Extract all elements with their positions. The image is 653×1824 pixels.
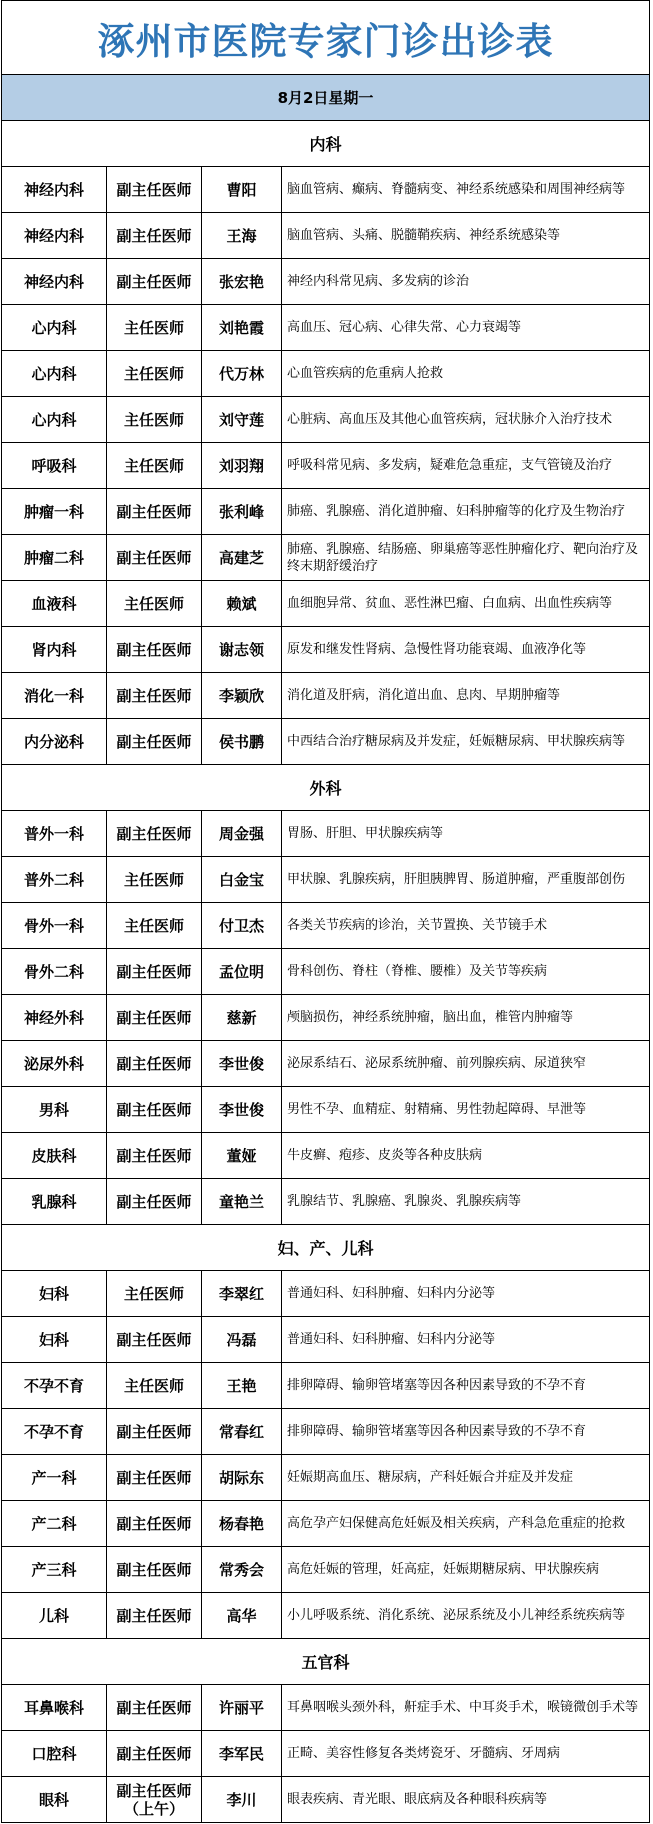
table-row bbox=[2, 1041, 649, 1087]
table-row bbox=[2, 811, 649, 857]
doctor-name-cell: 侯书鹏 bbox=[202, 719, 282, 764]
section-header: 五官科 bbox=[2, 1639, 649, 1685]
specialty-cell: 中西结合治疗糖尿病及并发症，妊娠糖尿病、甲状腺疾病等 bbox=[287, 734, 626, 749]
department-cell: 儿科 bbox=[2, 1593, 107, 1638]
specialty-cell: 原发和继发性肾病、急慢性肾功能衰竭、血液净化等 bbox=[287, 642, 587, 657]
department-cell: 口腔科 bbox=[2, 1731, 107, 1776]
table-row bbox=[2, 1547, 649, 1593]
doctor-title-cell: 副主任医师 bbox=[107, 1685, 202, 1730]
department-cell: 妇科 bbox=[2, 1271, 107, 1316]
doctor-name-cell: 李颖欣 bbox=[202, 673, 282, 718]
doctor-name-cell: 张宏艳 bbox=[202, 259, 282, 304]
doctor-title-cell: 副主任医师 bbox=[107, 719, 202, 764]
doctor-title-cell: 主任医师 bbox=[107, 1271, 202, 1316]
specialty-cell: 男性不孕、血精症、射精痛、男性勃起障碍、早泄等 bbox=[287, 1102, 587, 1117]
doctor-title-cell: 副主任医师 bbox=[107, 1317, 202, 1362]
doctor-title-cell: 副主任医师 bbox=[107, 1409, 202, 1454]
specialty-cell: 肺癌、乳腺癌、消化道肿瘤、妇科肿瘤等的化疗及生物治疗 bbox=[287, 504, 626, 519]
table-row bbox=[2, 673, 649, 719]
doctor-title-cell bbox=[107, 1777, 202, 1822]
session-note: （上午） bbox=[123, 1799, 184, 1818]
specialty-cell: 妊娠期高血压、糖尿病，产科妊娠合并症及并发症 bbox=[287, 1470, 574, 1485]
section-header: 内科 bbox=[2, 121, 649, 167]
specialty-cell: 耳鼻咽喉头颈外科，鼾症手术、中耳炎手术，喉镜微创手术等 bbox=[287, 1700, 639, 1715]
doctor-title-cell: 副主任医师 bbox=[107, 535, 202, 580]
doctor-name-cell: 高建芝 bbox=[202, 535, 282, 580]
department-cell: 心内科 bbox=[2, 351, 107, 396]
table-row bbox=[2, 1363, 649, 1409]
section-header: 外科 bbox=[2, 765, 649, 811]
doctor-name-cell: 高华 bbox=[202, 1593, 282, 1638]
doctor-title-cell: 主任医师 bbox=[107, 903, 202, 948]
doctor-name-cell: 李军民 bbox=[202, 1731, 282, 1776]
table-row bbox=[2, 535, 649, 581]
doctor-title-cell: 副主任医师 bbox=[107, 1455, 202, 1500]
doctor-title-cell: 副主任医师 bbox=[107, 1179, 202, 1224]
department-cell: 神经外科 bbox=[2, 995, 107, 1040]
specialty-cell: 高血压、冠心病、心律失常、心力衰竭等 bbox=[287, 320, 522, 335]
table-row bbox=[2, 949, 649, 995]
specialty-cell: 神经内科常见病、多发病的诊治 bbox=[287, 274, 470, 289]
department-cell: 神经内科 bbox=[2, 259, 107, 304]
department-cell: 消化一科 bbox=[2, 673, 107, 718]
doctor-name-cell: 刘艳霞 bbox=[202, 305, 282, 350]
specialty-cell: 泌尿系结石、泌尿系统肿瘤、前列腺疾病、尿道狭窄 bbox=[287, 1056, 587, 1071]
department-cell: 皮肤科 bbox=[2, 1133, 107, 1178]
specialty-cell: 排卵障碍、输卵管堵塞等因各种因素导致的不孕不育 bbox=[287, 1424, 587, 1439]
specialty-cell: 普通妇科、妇科肿瘤、妇科内分泌等 bbox=[287, 1286, 496, 1301]
table-row bbox=[2, 213, 649, 259]
doctor-name-cell: 赖斌 bbox=[202, 581, 282, 626]
specialty-cell: 正畸、美容性修复各类烤瓷牙、牙髓病、牙周病 bbox=[287, 1746, 561, 1761]
department-cell: 产二科 bbox=[2, 1501, 107, 1546]
table-row bbox=[2, 489, 649, 535]
table-row bbox=[2, 167, 649, 213]
table-row bbox=[2, 1317, 649, 1363]
department-cell: 普外一科 bbox=[2, 811, 107, 856]
table-row bbox=[2, 1593, 649, 1639]
table-row bbox=[2, 351, 649, 397]
doctor-title-cell: 副主任医师 bbox=[107, 811, 202, 856]
doctor-title-cell: 副主任医师 bbox=[107, 1133, 202, 1178]
table-row bbox=[2, 903, 649, 949]
doctor-name-cell: 王艳 bbox=[202, 1363, 282, 1408]
doctor-name-cell: 常秀会 bbox=[202, 1547, 282, 1592]
doctor-title-cell: 副主任医师 bbox=[107, 1087, 202, 1132]
specialty-cell: 脑血管病、头痛、脱髓鞘疾病、神经系统感染等 bbox=[287, 228, 561, 243]
department-cell: 不孕不育 bbox=[2, 1409, 107, 1454]
department-cell: 妇科 bbox=[2, 1317, 107, 1362]
specialty-cell: 心血管疾病的危重病人抢救 bbox=[287, 366, 444, 381]
table-row bbox=[2, 857, 649, 903]
department-cell: 肿瘤二科 bbox=[2, 535, 107, 580]
department-cell: 男科 bbox=[2, 1087, 107, 1132]
specialty-cell: 颅脑损伤，神经系统肿瘤，脑出血，椎管内肿瘤等 bbox=[287, 1010, 574, 1025]
specialty-cell: 骨科创伤、脊柱（脊椎、腰椎）及关节等疾病 bbox=[287, 964, 548, 979]
doctor-name-cell: 胡际东 bbox=[202, 1455, 282, 1500]
department-cell: 普外二科 bbox=[2, 857, 107, 902]
specialty-cell: 呼吸科常见病、多发病，疑难危急重症，支气管镜及治疗 bbox=[287, 458, 613, 473]
department-cell: 神经内科 bbox=[2, 167, 107, 212]
doctor-name-cell: 董娅 bbox=[202, 1133, 282, 1178]
doctor-name-cell: 孟位明 bbox=[202, 949, 282, 994]
doctor-title-cell: 副主任医师 bbox=[107, 1547, 202, 1592]
doctor-name-cell: 代万林 bbox=[202, 351, 282, 396]
doctor-name-cell: 周金强 bbox=[202, 811, 282, 856]
table-row bbox=[2, 1731, 649, 1777]
table-row bbox=[2, 719, 649, 765]
department-cell: 心内科 bbox=[2, 397, 107, 442]
doctor-title-cell: 主任医师 bbox=[107, 305, 202, 350]
doctor-title-cell: 副主任医师 bbox=[107, 1593, 202, 1638]
page-title: 涿州市医院专家门诊出诊表 bbox=[2, 1, 649, 75]
doctor-name-cell: 李翠红 bbox=[202, 1271, 282, 1316]
doctor-title-cell: 主任医师 bbox=[107, 857, 202, 902]
department-cell: 内分泌科 bbox=[2, 719, 107, 764]
table-row bbox=[2, 1777, 649, 1823]
department-cell: 肾内科 bbox=[2, 627, 107, 672]
table-row bbox=[2, 1409, 649, 1455]
table-row bbox=[2, 443, 649, 489]
doctor-name-cell: 李川 bbox=[202, 1777, 282, 1822]
section-header: 妇、产、儿科 bbox=[2, 1225, 649, 1271]
doctor-name-cell: 张利峰 bbox=[202, 489, 282, 534]
department-cell: 骨外一科 bbox=[2, 903, 107, 948]
doctor-title-cell: 主任医师 bbox=[107, 443, 202, 488]
doctor-name-cell: 常春红 bbox=[202, 1409, 282, 1454]
specialty-cell: 高危孕产妇保健高危妊娠及相关疾病，产科急危重症的抢救 bbox=[287, 1516, 626, 1531]
specialty-cell: 排卵障碍、输卵管堵塞等因各种因素导致的不孕不育 bbox=[287, 1378, 587, 1393]
specialty-cell: 高危妊娠的管理，妊高症，妊娠期糖尿病、甲状腺疾病 bbox=[287, 1562, 600, 1577]
doctor-title-cell: 副主任医师 bbox=[107, 1501, 202, 1546]
table-row bbox=[2, 259, 649, 305]
specialty-cell: 乳腺结节、乳腺癌、乳腺炎、乳腺疾病等 bbox=[287, 1194, 522, 1209]
table-row bbox=[2, 995, 649, 1041]
doctor-name-cell: 冯磊 bbox=[202, 1317, 282, 1362]
department-cell: 泌尿外科 bbox=[2, 1041, 107, 1086]
department-cell: 血液科 bbox=[2, 581, 107, 626]
specialty-cell: 消化道及肝病，消化道出血、息肉、早期肿瘤等 bbox=[287, 688, 561, 703]
doctor-name-cell: 童艳兰 bbox=[202, 1179, 282, 1224]
doctor-title-cell: 副主任医师 bbox=[107, 995, 202, 1040]
department-cell: 不孕不育 bbox=[2, 1363, 107, 1408]
table-row bbox=[2, 397, 649, 443]
table-row bbox=[2, 1179, 649, 1225]
table-row bbox=[2, 1501, 649, 1547]
doctor-name-cell: 李世俊 bbox=[202, 1087, 282, 1132]
doctor-name-cell: 刘羽翔 bbox=[202, 443, 282, 488]
table-row bbox=[2, 1087, 649, 1133]
specialty-cell: 小儿呼吸系统、消化系统、泌尿系统及小儿神经系统疾病等 bbox=[287, 1608, 626, 1623]
specialty-cell: 心脏病、高血压及其他心血管疾病，冠状脉介入治疗技术 bbox=[287, 412, 613, 427]
department-cell: 呼吸科 bbox=[2, 443, 107, 488]
table-row bbox=[2, 627, 649, 673]
table-row bbox=[2, 1133, 649, 1179]
table-row bbox=[2, 1455, 649, 1501]
doctor-name-cell: 慈新 bbox=[202, 995, 282, 1040]
doctor-title-text: 副主任医师 bbox=[116, 1781, 192, 1800]
doctor-name-cell: 谢志领 bbox=[202, 627, 282, 672]
department-cell: 心内科 bbox=[2, 305, 107, 350]
doctor-title-cell: 副主任医师 bbox=[107, 1731, 202, 1776]
schedule-sheet bbox=[1, 0, 650, 1823]
table-row bbox=[2, 305, 649, 351]
doctor-name-cell: 王海 bbox=[202, 213, 282, 258]
doctor-name-cell: 李世俊 bbox=[202, 1041, 282, 1086]
department-cell: 眼科 bbox=[2, 1777, 107, 1822]
doctor-name-cell: 许丽平 bbox=[202, 1685, 282, 1730]
doctor-title-cell: 主任医师 bbox=[107, 581, 202, 626]
table-row bbox=[2, 581, 649, 627]
department-cell: 骨外二科 bbox=[2, 949, 107, 994]
department-cell: 产一科 bbox=[2, 1455, 107, 1500]
doctor-title-cell: 主任医师 bbox=[107, 397, 202, 442]
doctor-name-cell: 杨春艳 bbox=[202, 1501, 282, 1546]
department-cell: 肿瘤一科 bbox=[2, 489, 107, 534]
doctor-title-cell: 副主任医师 bbox=[107, 949, 202, 994]
department-cell: 神经内科 bbox=[2, 213, 107, 258]
department-cell: 产三科 bbox=[2, 1547, 107, 1592]
doctor-title-cell: 副主任医师 bbox=[107, 213, 202, 258]
doctor-name-cell: 刘守莲 bbox=[202, 397, 282, 442]
specialty-cell: 血细胞异常、贫血、恶性淋巴瘤、白血病、出血性疾病等 bbox=[287, 596, 613, 611]
table-row bbox=[2, 1685, 649, 1731]
specialty-cell: 普通妇科、妇科肿瘤、妇科内分泌等 bbox=[287, 1332, 496, 1347]
department-cell: 耳鼻喉科 bbox=[2, 1685, 107, 1730]
specialty-cell: 甲状腺、乳腺疾病，肝胆胰脾胃、肠道肿瘤，严重腹部创伤 bbox=[287, 872, 626, 887]
specialty-cell: 肺癌、乳腺癌、结肠癌、卵巢癌等恶性肿瘤化疗、靶向治疗及终末期舒缓治疗 bbox=[287, 541, 639, 574]
doctor-title-cell: 副主任医师 bbox=[107, 673, 202, 718]
doctor-name-cell: 白金宝 bbox=[202, 857, 282, 902]
table-row bbox=[2, 1271, 649, 1317]
doctor-title-cell: 副主任医师 bbox=[107, 167, 202, 212]
doctor-title-cell: 副主任医师 bbox=[107, 1041, 202, 1086]
date-header: 8月2日星期一 bbox=[2, 75, 649, 121]
doctor-title-cell: 主任医师 bbox=[107, 351, 202, 396]
specialty-cell: 各类关节疾病的诊治，关节置换、关节镜手术 bbox=[287, 918, 548, 933]
doctor-name-cell: 曹阳 bbox=[202, 167, 282, 212]
department-cell: 乳腺科 bbox=[2, 1179, 107, 1224]
specialty-cell: 牛皮癣、疱疹、皮炎等各种皮肤病 bbox=[287, 1148, 483, 1163]
doctor-title-cell: 主任医师 bbox=[107, 1363, 202, 1408]
doctor-title-cell: 副主任医师 bbox=[107, 489, 202, 534]
doctor-title-cell: 副主任医师 bbox=[107, 259, 202, 304]
specialty-cell: 胃肠、肝胆、甲状腺疾病等 bbox=[287, 826, 444, 841]
specialty-cell: 脑血管病、癫病、脊髓病变、神经系统感染和周围神经病等 bbox=[287, 182, 626, 197]
specialty-cell: 眼表疾病、青光眼、眼底病及各种眼科疾病等 bbox=[287, 1792, 548, 1807]
doctor-name-cell: 付卫杰 bbox=[202, 903, 282, 948]
doctor-title-cell: 副主任医师 bbox=[107, 627, 202, 672]
